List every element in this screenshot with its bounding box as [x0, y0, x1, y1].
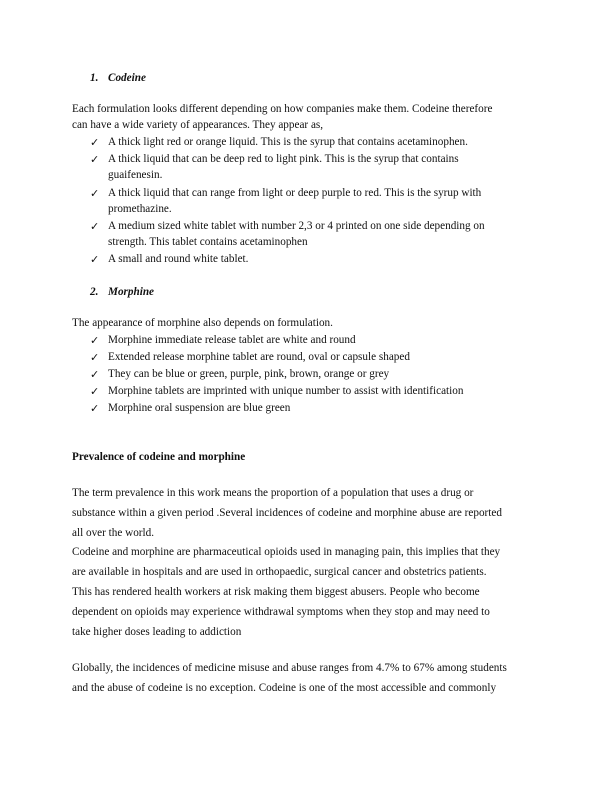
prevalence-para1-line-3: all over the world. — [72, 527, 155, 539]
morphine-intro: The appearance of morphine also depends on formulation. — [72, 317, 333, 329]
codeine-bullet-3: A thick liquid that can range from light or deep purple to red. This is the syrup with — [108, 187, 482, 199]
checkmark-icon: ✓ — [90, 403, 100, 415]
checkmark-icon: ✓ — [90, 335, 100, 347]
section-number-2: 2. — [90, 286, 99, 298]
section-title-morphine: Morphine — [108, 286, 155, 298]
codeine-bullet-4-cont: strength. This tablet contains acetaminophen — [108, 236, 308, 248]
checkmark-icon: ✓ — [90, 221, 100, 233]
checkmark-icon: ✓ — [90, 386, 100, 398]
prevalence-para3-line-1: Globally, the incidences of medicine misuse and abuse ranges from 4.7% to 67% among students — [72, 662, 507, 674]
codeine-bullet-3-cont: promethazine. — [108, 203, 172, 215]
prevalence-para2-line-2: are available in hospitals and are used in orthopaedic, surgical cancer and obstetrics patients. — [72, 566, 487, 578]
checkmark-icon: ✓ — [90, 188, 100, 200]
codeine-bullet-1: A thick light red or orange liquid. This is the syrup that contains acetaminophen. — [108, 136, 468, 148]
section-title-codeine: Codeine — [108, 72, 146, 84]
checkmark-icon: ✓ — [90, 154, 100, 166]
prevalence-heading: Prevalence of codeine and morphine — [72, 451, 246, 463]
codeine-bullet-2: A thick liquid that can be deep red to light pink. This is the syrup that contains — [108, 153, 459, 165]
codeine-bullet-5: A small and round white tablet. — [108, 253, 249, 265]
morphine-bullet-4: Morphine tablets are imprinted with unique number to assist with identification — [108, 385, 464, 397]
codeine-bullet-2-cont: guaifenesin. — [108, 169, 163, 181]
codeine-intro-line-1: Each formulation looks different depending on how companies make them. Codeine therefore — [72, 103, 493, 115]
checkmark-icon: ✓ — [90, 254, 100, 266]
prevalence-para2-line-5: take higher doses leading to addiction — [72, 626, 242, 638]
checkmark-icon: ✓ — [90, 369, 100, 381]
morphine-bullet-3: They can be blue or green, purple, pink, brown, orange or grey — [108, 368, 390, 380]
prevalence-para1-line-2: substance within a given period .Several incidences of codeine and morphine abuse are reported — [72, 507, 502, 519]
codeine-intro-line-2: can have a wide variety of appearances. They appear as, — [72, 119, 324, 131]
morphine-bullet-1: Morphine immediate release tablet are white and round — [108, 334, 356, 346]
checkmark-icon: ✓ — [90, 137, 100, 149]
codeine-bullet-4: A medium sized white tablet with number 2,3 or 4 printed on one side depending on — [108, 220, 485, 232]
checkmark-icon: ✓ — [90, 352, 100, 364]
prevalence-para2-line-4: dependent on opioids may experience withdrawal symptoms when they stop and may need to — [72, 606, 490, 618]
section-number-1: 1. — [90, 72, 99, 84]
prevalence-para2-line-1: Codeine and morphine are pharmaceutical opioids used in managing pain, this implies that they — [72, 546, 501, 558]
prevalence-para3-line-2: and the abuse of codeine is no exception. Codeine is one of the most accessible and commonly — [72, 682, 497, 694]
morphine-bullet-5: Morphine oral suspension are blue green — [108, 402, 291, 414]
morphine-bullet-2: Extended release morphine tablet are round, oval or capsule shaped — [108, 351, 410, 363]
prevalence-para2-line-3: This has rendered health workers at risk making them biggest abusers. People who become — [72, 586, 480, 598]
prevalence-para1-line-1: The term prevalence in this work means the proportion of a population that uses a drug or — [72, 487, 474, 499]
